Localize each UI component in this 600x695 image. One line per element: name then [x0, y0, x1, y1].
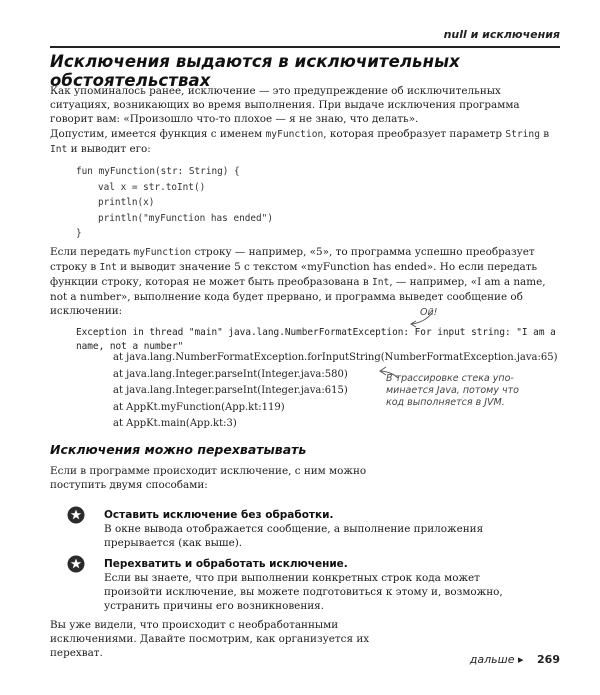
code-inline: Int	[50, 144, 68, 155]
bullet-item	[104, 557, 524, 613]
code-inline: myFunction	[265, 129, 324, 140]
stack-trace-line: at java.lang.Integer.parseInt(Integer.java:580)	[113, 368, 348, 380]
stack-trace-line: at AppKt.main(App.kt:3)	[113, 418, 237, 429]
text: , — например, «I am a name, not a number», выполнение кода будет прервано, и программа выведет сообщение об исключении:	[50, 276, 546, 317]
section-title: Исключения выдаются в исключительных обстоятельствах	[50, 52, 460, 90]
annotation-line: минается Java, потому что	[386, 385, 519, 396]
paragraph-options: Если в программе происходит исключение, с ним можно поступить двумя способами:	[50, 465, 367, 491]
code-inline: String	[505, 129, 540, 140]
bullet-title: Оставить исключение без обработки.	[104, 509, 334, 521]
paragraph-conclusion: Вы уже видели, что происходит с необработанными исключениями. Давайте посмотрим, как организуется их перехват.	[50, 619, 370, 659]
annotation-line: В трассировке стека упо-	[386, 373, 514, 384]
text: строку — например, «5», то программа успешно преобразует строку в	[50, 246, 535, 273]
code-inline: Int	[99, 262, 117, 273]
running-header: null и исключения	[443, 28, 560, 41]
text: Если передать	[50, 246, 134, 258]
next-page-link[interactable]: дальше	[469, 653, 515, 666]
paragraph-intro: Как упоминалось ранее, исключение — это предупреждение об исключительных ситуациях, возникающих во время выполнения. При выдаче исключения программа говорит вам: «Произошло что-то плохое — я не знаю, что делать».	[50, 85, 520, 125]
star-bullet-icon	[67, 506, 85, 524]
bullet-text: В окне вывода отображается сообщение, а выполнение приложения прерывается (как выше).	[104, 523, 484, 549]
text: в	[539, 128, 550, 140]
text: , которая преобразует параметр	[323, 128, 506, 140]
oops-arrow	[412, 313, 432, 324]
text: и выводит значение 5 с текстом «myFunction has ended». Но если передать функции строку, которая не может быть преобразована в	[50, 261, 538, 288]
annotation-line: код выполняется в JVM.	[386, 397, 505, 408]
stack-trace-line: at AppKt.myFunction(App.kt:119)	[113, 401, 285, 413]
subheading: Исключения можно перехватывать	[50, 442, 307, 457]
bullet-title: Перехватить и обработать исключение.	[104, 558, 348, 570]
annotation-oops: Ой!	[420, 307, 438, 318]
text: и выводит его:	[67, 143, 151, 155]
star-bullet-icon	[67, 555, 85, 573]
next-arrow-icon: ▸	[518, 653, 524, 666]
bullet-item	[104, 508, 524, 550]
code-line: val x = str.toInt()	[98, 181, 206, 193]
code-line: println("myFunction has ended")	[98, 212, 273, 224]
code-inline: Int	[371, 277, 390, 288]
code-line: fun myFunction(str: String) {	[76, 166, 240, 177]
bullet-text: Если вы знаете, что при выполнении конкретных строк кода может произойти исключение, вы можете подготовиться к этому и, возможно, устранить причины его возникновения.	[104, 572, 503, 612]
text: Допустим, имеется функция с именем	[50, 128, 266, 140]
stack-trace-line: at java.lang.Integer.parseInt(Integer.java:615)	[113, 385, 348, 396]
code-line: }	[76, 228, 82, 239]
code-inline: myFunction	[133, 247, 192, 258]
code-line: println(x)	[98, 197, 155, 208]
exception-message: Exception in thread "main" java.lang.NumberFormatException: For input string: "I am a name, not a number"	[76, 327, 556, 352]
stack-arrow	[381, 371, 398, 378]
stack-trace-line: at java.lang.NumberFormatException.forInputString(NumberFormatException.java:65)	[113, 352, 558, 363]
page-number: 269	[537, 653, 560, 666]
page-footer	[470, 653, 560, 666]
